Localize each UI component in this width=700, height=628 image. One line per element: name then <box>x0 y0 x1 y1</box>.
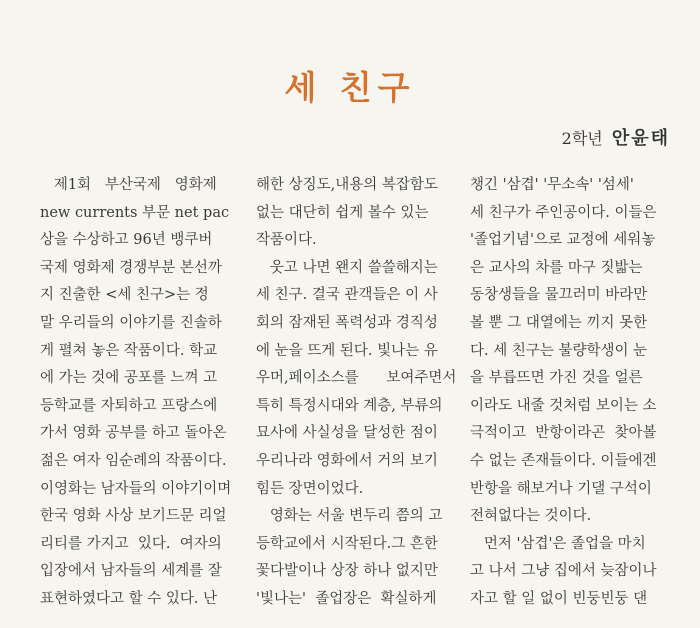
text-line: 수 없는 존재들이다. 이들에겐 <box>470 452 657 469</box>
text-line: 말 우리들의 이야기를 진솔하 <box>40 314 222 331</box>
text-line: 가서 영화 공부를 하고 돌아온 <box>40 425 227 442</box>
text-line: 특히 특정시대와 계층, 부류의 <box>256 397 443 414</box>
text-column-2 <box>256 172 456 614</box>
text-line: 다. 세 친구는 불량학생이 눈 <box>470 342 648 359</box>
text-line: 우리나라 영화에서 거의 보기 <box>256 452 438 469</box>
text-column-3 <box>470 172 670 614</box>
text-line: 지 진출한 <세 친구>는 정 <box>40 287 209 304</box>
author-grade: 2학년 <box>561 129 603 148</box>
text-line: 회의 잠재된 폭력성과 경직성 <box>256 314 438 331</box>
text-line: 한국 영화 사상 보기드문 리얼 <box>40 508 227 525</box>
text-line: 챙긴 '삼겹' '무소속' '섬세' <box>470 177 634 193</box>
text-line: 해한 상징도,내용의 복잡함도 <box>256 177 438 193</box>
text-line: 웃고 나면 왠지 쓸쓸해지는 <box>256 259 438 276</box>
author-name: 안윤태 <box>611 128 670 149</box>
text-line: 극적이고 반항이라곤 찾아볼 <box>470 425 657 442</box>
text-line: 입장에서 남자들의 세계를 잘 <box>40 563 222 580</box>
text-line: 우머,페이소스를 보여주면서 <box>256 370 456 387</box>
byline <box>562 124 670 150</box>
text-line: 전혀없다는 것이다. <box>470 508 592 525</box>
text-line: 없는 대단히 쉽게 볼수 있는 <box>256 204 429 221</box>
text-line: '빛나는' 졸업장은 확실하게 <box>256 590 437 607</box>
text-line: 힘든 장면이었다. <box>256 480 364 497</box>
text-line: 이라도 내줄 것처럼 보이는 소 <box>470 397 657 414</box>
text-line: 은 교사의 차를 마구 짓밟는 <box>470 259 643 276</box>
text-line: 국제 영화제 경쟁부분 본선까 <box>40 259 222 276</box>
text-line: 반항을 해보거나 기댈 구석이 <box>470 480 652 497</box>
text-line: 에 눈을 뜨게 된다. 빛나는 유 <box>256 342 438 359</box>
text-line: 고 나서 그냥 집에서 늦잠이나 <box>470 563 657 580</box>
text-line: 에 가는 것에 공포를 느껴 고 <box>40 370 218 387</box>
text-line: 제1회 부산국제 영화제 <box>40 177 217 193</box>
text-line: 영화는 서울 변두리 쯤의 고 <box>256 508 443 525</box>
text-line: 볼 뿐 그 대열에는 끼지 못한 <box>470 314 648 331</box>
article-title: 세 친구 <box>284 68 416 107</box>
text-line: 등학교에서 시작된다.그 흔한 <box>256 535 438 552</box>
text-line: 자고 할 일 없이 빈둥빈둥 댄 <box>470 590 648 607</box>
text-column-1 <box>40 172 240 614</box>
text-line: 이영화는 남자들의 이야기이며 <box>40 480 232 497</box>
text-line: 상을 수상하고 96년 뱅쿠버 <box>40 232 213 249</box>
text-line: 묘사에 사실성을 달성한 점이 <box>256 425 438 442</box>
text-line: 꽃다발이나 상장 하나 없지만 <box>256 563 438 580</box>
text-line: 등학교를 자퇴하고 프랑스에 <box>40 397 218 414</box>
text-line: 표현하였다고 할 수 있다. 난 <box>40 590 218 607</box>
text-line: '졸업기념'으로 교정에 세워놓 <box>470 232 656 249</box>
text-line: 리티를 가지고 있다. 여자의 <box>40 535 222 552</box>
text-line: 세 친구가 주인공이다. 이들은 <box>470 204 657 221</box>
text-line: 젊은 여자 임순례의 작품이다. <box>40 452 227 469</box>
text-line: 먼저 '삼겹'은 졸업을 마치 <box>470 535 646 552</box>
text-line: 동창생들을 물끄러미 바라만 <box>470 287 648 304</box>
text-line: 작품이다. <box>256 232 317 249</box>
text-line: 을 부릅뜨면 가진 것을 얼른 <box>470 370 643 387</box>
text-line: 게 펼쳐 놓은 작품이다. 학교 <box>40 342 218 359</box>
text-line: new currents 부문 net pac <box>40 204 230 221</box>
text-line: 세 친구. 결국 관객들은 이 사 <box>256 287 438 304</box>
